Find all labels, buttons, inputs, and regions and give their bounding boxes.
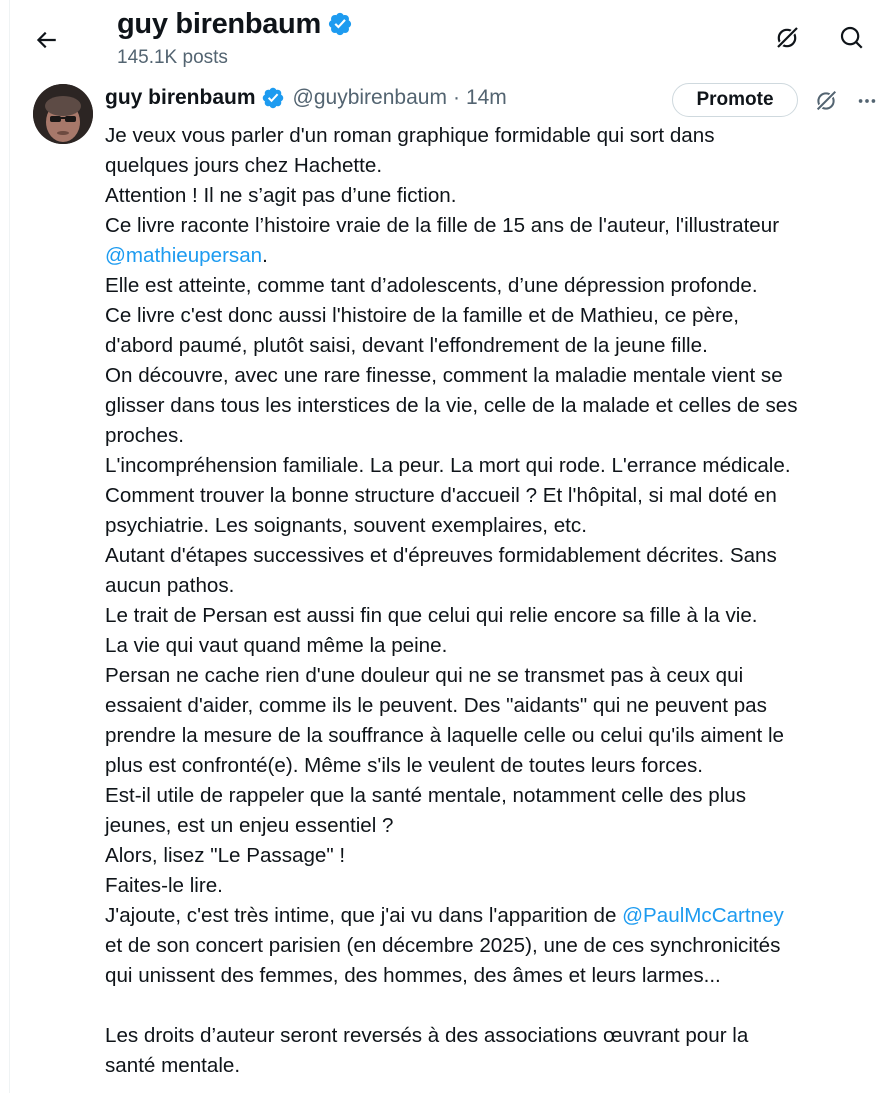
header-title-row	[117, 4, 353, 44]
tweet-text-line: Alors, lisez "Le Passage" !	[105, 844, 346, 867]
tweet-text-line: La vie qui vaut quand même la peine.	[105, 634, 448, 657]
verified-badge-icon[interactable]	[261, 86, 285, 110]
header-title: guy birenbaum	[117, 7, 321, 40]
posts-count: 145.1K posts	[117, 47, 228, 68]
more-options-button[interactable]	[849, 84, 885, 118]
tweet-text-line: Persan ne cache rien d'une douleur qui ne se transmet pas à ceux qui	[105, 664, 744, 687]
grok-explain-button[interactable]	[808, 84, 844, 118]
tweet-text-line: Attention ! Il ne s’agit pas d’une fiction.	[105, 184, 457, 207]
tweet-text-line: Le trait de Persan est aussi fin que celui qui relie encore sa fille à la vie.	[105, 604, 758, 627]
tweet-text-line: d'abord paumé, plutôt saisi, devant l'effondrement de la jeune fille.	[105, 334, 708, 357]
author-handle[interactable]: @guybirenbaum	[292, 86, 447, 109]
grok-icon	[813, 88, 839, 114]
tweet-text-line: Ce livre raconte l’histoire vraie de la fille de 15 ans de l'auteur, l'illustrateur	[105, 214, 780, 237]
tweet-text-line: essaient d'aider, comme ils le peuvent. Des "aidants" qui ne peuvent pas	[105, 694, 767, 717]
tweet-text	[105, 121, 880, 1081]
profile-header	[0, 0, 895, 76]
tweet-text-line: Les droits d’auteur seront reversés à des associations œuvrant pour la	[105, 1024, 749, 1047]
timeline-border	[9, 0, 10, 1093]
tweet-text-line: psychiatrie. Les soignants, souvent exemplaires, etc.	[105, 514, 587, 537]
tweet-text-line	[105, 241, 880, 271]
verified-badge-icon	[327, 11, 353, 37]
tweet-text-line: Est-il utile de rappeler que la santé mentale, notamment celle des plus	[105, 784, 747, 807]
promote-button[interactable]: Promote	[672, 83, 798, 117]
tweet-text-fragment: J'ajoute, c'est très intime, que j'ai vu dans l'apparition de	[105, 904, 623, 927]
arrow-left-icon	[33, 27, 59, 53]
tweet-text-line	[105, 901, 880, 931]
tweet-text-line: qui unissent des femmes, des hommes, des âmes et leurs larmes...	[105, 964, 721, 987]
mention-link[interactable]: @PaulMcCartney	[622, 904, 784, 927]
tweet-text-line: prendre la mesure de la souffrance à laquelle celle ou celui qu'ils aiment le	[105, 724, 784, 747]
tweet-text-line: plus est confronté(e). Même s'ils le veulent de toutes leurs forces.	[105, 754, 703, 777]
tweet-text-fragment: .	[262, 244, 268, 267]
tweet-text-line: et de son concert parisien (en décembre 2025), une de ces synchronicités	[105, 934, 781, 957]
timestamp[interactable]: 14m	[465, 86, 507, 109]
tweet-text-line: Elle est atteinte, comme tant d’adolescents, d’une dépression profonde.	[105, 274, 758, 297]
grok-button[interactable]	[767, 18, 807, 58]
tweet-text-line: On découvre, avec une rare finesse, comment la maladie mentale vient se	[105, 364, 783, 387]
search-button[interactable]	[832, 18, 872, 58]
search-icon	[839, 25, 865, 51]
mention-link[interactable]: @mathieupersan	[105, 244, 263, 267]
grok-icon	[773, 24, 801, 52]
tweet-text-line: Je veux vous parler d'un roman graphique formidable qui sort dans	[105, 124, 715, 147]
tweet-text-line: Faites-le lire.	[105, 874, 223, 897]
tweet-text-line: aucun pathos.	[105, 574, 235, 597]
tweet-text-line: quelques jours chez Hachette.	[105, 154, 383, 177]
tweet-text-line: Autant d'étapes successives et d'épreuves formidablement décrites. Sans	[105, 544, 777, 567]
back-button[interactable]	[26, 20, 66, 60]
tweet-text-line: Comment trouver la bonne structure d'accueil ? Et l'hôpital, si mal doté en	[105, 484, 777, 507]
avatar[interactable]	[33, 84, 93, 144]
more-horizontal-icon	[856, 90, 878, 112]
tweet-text-line: jeunes, est un enjeu essentiel ?	[105, 814, 394, 837]
tweet-text-line: santé mentale.	[105, 1054, 241, 1077]
tweet-text-line: Ce livre c'est donc aussi l'histoire de la famille et de Mathieu, ce père,	[105, 304, 739, 327]
tweet-text-line: proches.	[105, 424, 184, 447]
author-name[interactable]: guy birenbaum	[105, 86, 256, 109]
paragraph-break	[105, 991, 880, 1021]
dot-separator: ·	[452, 86, 460, 109]
tweet-text-line: L'incompréhension familiale. La peur. La mort qui rode. L'errance médicale.	[105, 454, 791, 477]
tweet-author-row	[105, 83, 507, 113]
tweet-text-line: glisser dans tous les interstices de la vie, celle de la malade et celles de ses	[105, 394, 798, 417]
